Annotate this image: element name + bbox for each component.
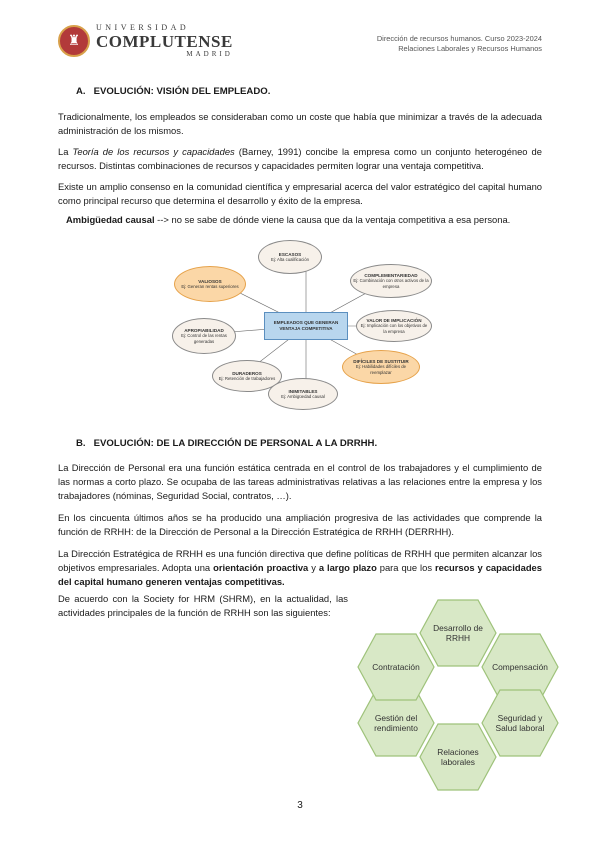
competitive-advantage-diagram	[172, 240, 434, 412]
diagram-node-escasos: ESCASOS Ej: Alta cualificación	[258, 240, 322, 274]
hex-seguridad: Seguridad y Salud laboral	[480, 688, 560, 758]
course-title: Dirección de recursos humanos. Curso 2023-2024	[376, 34, 542, 43]
logo-line-2: COMPLUTENSE	[96, 32, 233, 51]
section-a	[58, 85, 542, 227]
hex-desarrollo: Desarrollo de RRHH	[418, 598, 498, 668]
hex-relaciones: Relaciones laborales	[418, 722, 498, 792]
section-b-paragraph-3: La Dirección Estratégica de RRHH es una función directiva que define políticas de RRHH que permiten alcanzar los objetivos empresariales. Adopta una orientación proactiva y a largo plazo para que los recursos y capacidades del capital humano generen ventajas competitivas.	[58, 548, 542, 587]
course-degree: Relaciones Laborales y Recursos Humanos	[398, 43, 542, 53]
university-logo	[58, 24, 233, 58]
hex-compensacion: Compensación	[480, 632, 560, 702]
page-number: 3	[297, 800, 303, 811]
diagram-node-dificiles-sustituir: DIFÍCILES DE SUSTITUIR Ej: Habilidades difíciles de reemplazar	[342, 350, 420, 384]
diagram-node-valiosos: VALIOSOS Ej: Generan rentas superiores	[174, 266, 246, 302]
diagram-node-apropiabilidad: APROPIABILIDAD Ej: Control de las rentas generadas	[172, 318, 236, 354]
section-b-paragraph-2: En los cincuenta últimos años se ha producido una ampliación progresiva de las actividades que comprende la función de RRHH: de la Dirección de Personal a la Dirección Estratégica de RRHH (DERRHH).	[58, 512, 542, 537]
section-a-heading: A. EVOLUCIÓN: VISIÓN DEL EMPLEADO.	[76, 86, 271, 97]
diagram-node-complementariedad: COMPLEMENTARIEDAD Ej: Combinación con otros activos de la empresa	[350, 264, 432, 298]
section-a-paragraph-4: Ambigüedad causal --> no se sabe de dónde viene la causa que da la ventaja competitiva a esa persona.	[66, 214, 511, 225]
section-b	[58, 437, 542, 589]
logo-line-3: MADRID	[186, 50, 233, 58]
hex-rendimiento: Gestión del rendimiento	[356, 688, 436, 758]
logo-line-1: UNIVERSIDAD	[96, 23, 190, 32]
diagram-node-inimitables: INIMITABLES Ej: Ambigüedad causal	[268, 378, 338, 410]
diagram-center: EMPLEADOS QUE GENERAN VENTAJA COMPETITIVA	[264, 312, 348, 340]
section-b-paragraph-4: De acuerdo con la Society for HRM (SHRM), en la actualidad, las actividades principales de la función de RRHH son las siguientes:	[58, 593, 348, 618]
diagram-node-valor-implicacion: VALOR DE IMPLICACIÓN Ej: Implicación con los objetivos de la empresa	[356, 310, 432, 342]
university-seal-icon: ♜	[58, 25, 90, 57]
section-a-paragraph-1: Tradicionalmente, los empleados se consideraban como un coste que había que minimizar a través de la adecuada administración de los mismos.	[58, 111, 542, 136]
hex-contratacion: Contratación	[356, 632, 436, 702]
course-header	[377, 34, 542, 53]
section-b-paragraph-1: La Dirección de Personal era una función estática centrada en el control de los trabajadores y el cumplimiento de las normas a corto plazo. Se ocupaba de las tareas administrativas relativas a las relaciones entre la empresa y los trabajadores (nóminas, Seguridad Social, contratos, …).	[58, 462, 542, 501]
section-b-paragraph-4-wrap	[58, 592, 348, 620]
section-b-heading: B. EVOLUCIÓN: DE LA DIRECCIÓN DE PERSONAL A LA DRRHH.	[76, 438, 378, 449]
section-a-paragraph-2: La Teoría de los recursos y capacidades (Barney, 1991) concibe la empresa como un conjunto heterogéneo de recursos. Distintas combinaciones de recursos y capacidades permiten lograr una ventaja competitiva.	[58, 146, 542, 171]
section-a-paragraph-3: Existe un amplio consenso en la comunidad científica y empresarial acerca del valor estratégico del capital humano como principal recurso que determina el desarrollo y éxito de la empresa.	[58, 181, 542, 206]
diagram-node-duraderos: DURADEROS Ej: Retención de trabajadores	[212, 360, 282, 392]
